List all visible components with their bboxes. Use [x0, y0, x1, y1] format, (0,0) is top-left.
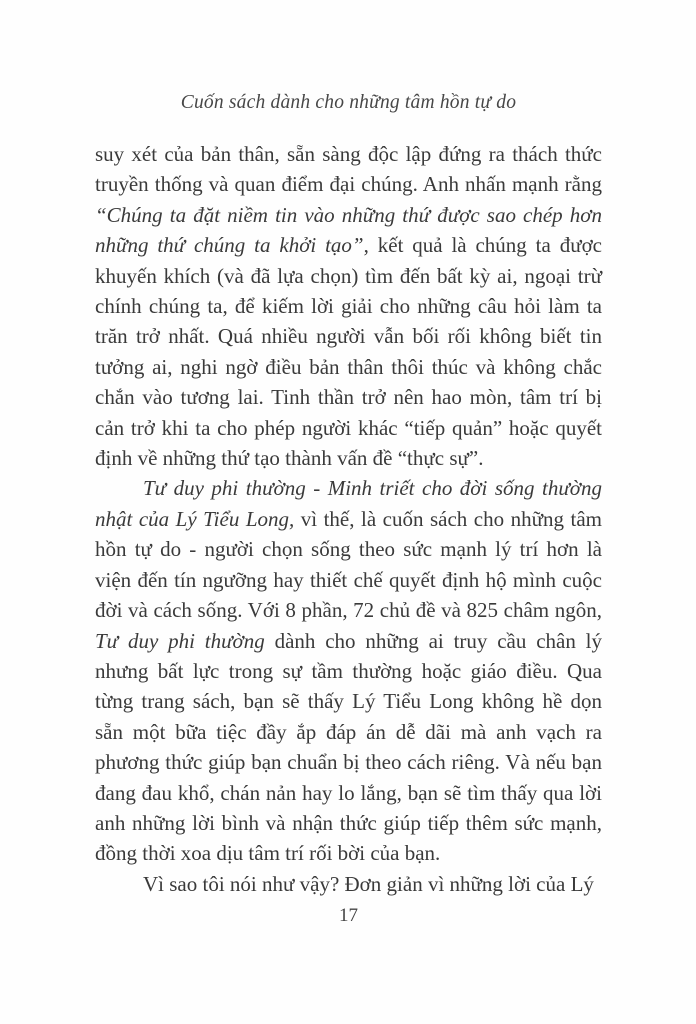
body-text [95, 139, 602, 899]
running-head: Cuốn sách dành cho những tâm hồn tự do [180, 92, 517, 113]
text-run: suy xét của bản thân, sẵn sàng độc lập đứng ra thách thức truyền thống và quan điểm đại chúng. Anh nhấn mạnh rằng [95, 142, 602, 197]
text-run: vì thế, là cuốn sách cho những tâm hồn tự do - người chọn sống theo sức mạnh lý trí hơn là viện đến tín ngưỡng hay thiết chế quyết định hộ mình cuộc đời và cách sống. Với 8 phần, 72 chủ đề và 825 châm ngôn, [95, 506, 602, 623]
paragraph [95, 473, 602, 868]
text-run: dành cho những ai truy cầu chân lý nhưng bất lực trong sự tầm thường hoặc giáo điều. Qua từng trang sách, bạn sẽ thấy Lý Tiểu Long không hề dọn sẵn một bữa tiệc đầy ắp đáp án dễ dãi mà anh vạch ra phương thức giúp bạn chuẩn bị theo cách riêng. Và nếu bạn đang đau khổ, chán nản hay lo lắng, bạn sẽ tìm thấy qua lời anh những lời bình và nhận thức giúp tiếp thêm sức mạnh, đồng thời xoa dịu tâm trí rối bời của bạn. [95, 628, 602, 866]
paragraph [95, 869, 602, 899]
page-number: 17 [339, 905, 358, 926]
italic-run: Tư duy phi thường [95, 628, 265, 653]
italic-run: “Chúng ta đặt niềm tin vào những thứ được sao chép hơn những thứ chúng ta khởi tạo” [95, 202, 602, 258]
italic-run: Tư duy phi thường - Minh triết cho đời sống thường nhật của Lý Tiểu Long, [95, 476, 602, 531]
paragraph [95, 139, 602, 473]
text-run: Vì sao tôi nói như vậy? Đơn giản vì những lời của Lý [143, 871, 594, 896]
text-run: , kết quả là chúng ta được khuyến khích (và đã lựa chọn) tìm đến bất kỳ ai, ngoại trừ chính chúng ta, để kiếm lời giải cho những câu hỏi làm ta trăn trở nhất. Quá nhiều người vẫn bối rối không biết tin tưởng ai, nghi ngờ điều bản thân thôi thúc và không chắc chắn vào tương lai. Tinh thần trở nên hao mòn, tâm trí bị cản trở khi ta cho phép người khác “tiếp quản” hoặc quyết định về những thứ tạo thành vấn đề “thực sự”. [95, 233, 602, 471]
